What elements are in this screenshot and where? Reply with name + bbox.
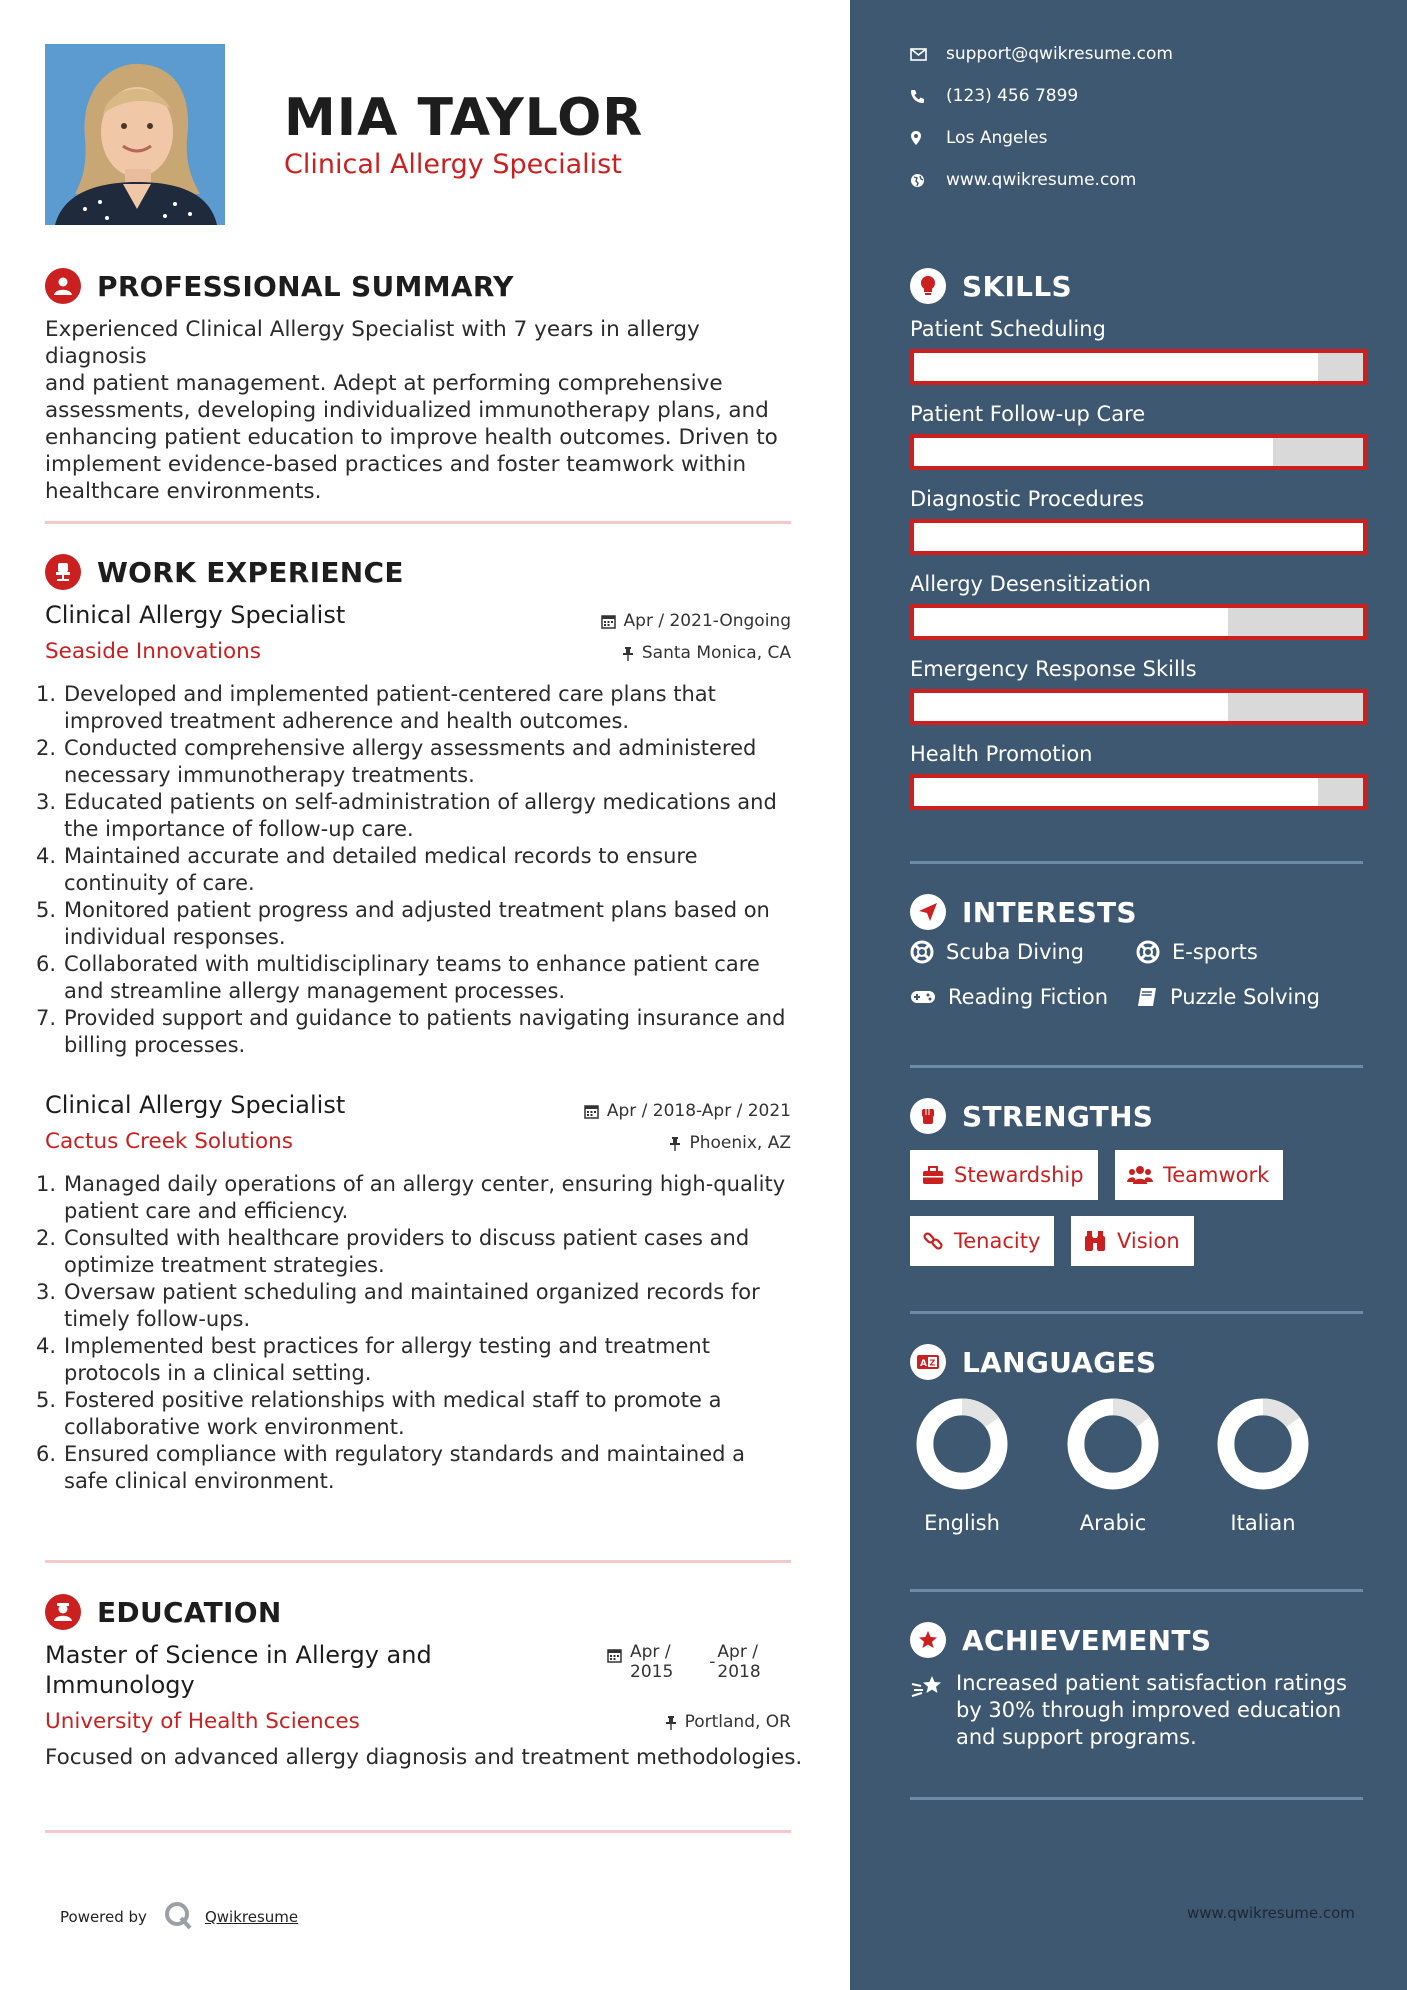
item-line: patient care and efficiency. — [64, 1199, 349, 1223]
item-text — [64, 1387, 721, 1441]
achievements-heading: ACHIEVEMENTS — [962, 1623, 1212, 1657]
list-item — [36, 1171, 796, 1225]
item-line: and streamline allergy management processes. — [64, 979, 566, 1003]
item-line: safe clinical environment. — [64, 1469, 335, 1493]
phone-icon — [910, 89, 936, 104]
section-divider — [45, 1560, 791, 1563]
location-text: Los Angeles — [946, 128, 1048, 148]
interests-heading: INTERESTS — [962, 895, 1137, 929]
achievement-text — [956, 1670, 1366, 1751]
summary-text — [45, 316, 795, 505]
education-description: Focused on advanced allergy diagnosis and treatment methodologies. — [45, 1745, 803, 1770]
svg-text:Z: Z — [929, 1358, 936, 1368]
languages-header — [910, 1344, 1156, 1380]
degree-line: Immunology — [45, 1671, 195, 1699]
item-line: timely follow-ups. — [64, 1307, 251, 1331]
binoculars-icon — [1083, 1230, 1107, 1252]
item-line: Educated patients on self-administration of allergy medications and — [64, 790, 777, 814]
achievements-header — [910, 1622, 1211, 1658]
item-number: 3. — [36, 790, 57, 814]
interest-item — [1136, 985, 1320, 1009]
skill-bar — [910, 519, 1367, 555]
degree-title — [45, 1640, 432, 1700]
job-title: Clinical Allergy Specialist — [45, 1091, 346, 1119]
item-number: 1. — [36, 682, 57, 706]
skill-label: Health Promotion — [910, 742, 1093, 766]
interest-label: Scuba Diving — [946, 940, 1084, 964]
link-icon — [922, 1230, 944, 1252]
email-text: support@qwikresume.com — [946, 44, 1173, 64]
summary-header — [45, 268, 514, 304]
summary-line: healthcare environments. — [45, 479, 322, 504]
item-text — [64, 897, 770, 951]
summary-line: Experienced Clinical Allergy Specialist with 7 years in allergy diagnosis — [45, 317, 700, 369]
item-number: 2. — [36, 1226, 57, 1250]
translate-icon — [910, 1344, 946, 1380]
item-number: 6. — [36, 952, 57, 976]
item-number: 3. — [36, 1280, 57, 1304]
item-line: billing processes. — [64, 1033, 246, 1057]
item-line: collaborative work environment. — [64, 1415, 405, 1439]
list-item — [36, 1387, 796, 1441]
skill-bar — [910, 774, 1367, 810]
company-name: Cactus Creek Solutions — [45, 1129, 294, 1154]
qwikresume-logo-icon — [163, 1900, 193, 1934]
item-text — [64, 1225, 749, 1279]
strength-chip — [1071, 1216, 1194, 1266]
summary-line: implement evidence-based practices and foster teamwork within — [45, 452, 747, 477]
list-item — [36, 951, 796, 1005]
achievement-line: by 30% through improved education — [956, 1698, 1342, 1722]
user-icon — [45, 268, 81, 304]
section-divider — [910, 1065, 1363, 1068]
item-number: 5. — [36, 898, 57, 922]
globe-icon — [910, 173, 936, 188]
date-part: 2015 — [630, 1662, 674, 1682]
item-text — [64, 1441, 745, 1495]
date-part: Apr / — [717, 1642, 758, 1662]
item-text — [64, 1005, 785, 1059]
list-item — [36, 1225, 796, 1279]
item-number: 1. — [36, 1172, 57, 1196]
footer-website[interactable]: www.qwikresume.com — [1187, 1904, 1355, 1922]
calendar-icon — [607, 1648, 622, 1682]
skill-label: Allergy Desensitization — [910, 572, 1151, 596]
company-name: Seaside Innovations — [45, 639, 261, 664]
interest-item — [910, 940, 1084, 964]
work-header — [45, 554, 404, 590]
svg-text:A: A — [920, 1359, 927, 1369]
strength-label: Vision — [1117, 1229, 1180, 1253]
section-divider — [45, 1830, 791, 1833]
degree-line: Master of Science in Allergy and — [45, 1641, 432, 1669]
education-location-text: Portland, OR — [684, 1712, 791, 1732]
item-line: Conducted comprehensive allergy assessments and administered — [64, 736, 757, 760]
skill-label: Patient Scheduling — [910, 317, 1106, 341]
job-location-text: Phoenix, AZ — [689, 1133, 791, 1153]
interest-label: Puzzle Solving — [1170, 985, 1320, 1009]
job-date — [584, 1100, 791, 1122]
envelope-icon — [910, 48, 936, 61]
contact-location — [910, 128, 1048, 148]
strength-chip — [1115, 1150, 1283, 1200]
interests-header — [910, 894, 1137, 930]
list-item — [36, 789, 796, 843]
pin-icon — [622, 646, 634, 661]
education-heading: EDUCATION — [97, 1595, 282, 1629]
chair-icon — [45, 554, 81, 590]
achievement-line: Increased patient satisfaction ratings — [956, 1671, 1347, 1695]
website-text: www.qwikresume.com — [946, 170, 1137, 190]
list-item — [36, 843, 796, 897]
fist-icon — [910, 1098, 946, 1134]
job-bullets — [36, 681, 796, 1059]
job-location — [669, 1132, 791, 1154]
item-line: optimize treatment strategies. — [64, 1253, 385, 1277]
interest-item — [1136, 940, 1258, 964]
item-line: Oversaw patient scheduling and maintained organized records for — [64, 1280, 760, 1304]
language-label: Italian — [1230, 1511, 1296, 1535]
item-text — [64, 1333, 710, 1387]
item-number: 4. — [36, 844, 57, 868]
section-divider — [910, 1797, 1363, 1800]
item-line: Ensured compliance with regulatory standards and maintained a — [64, 1442, 746, 1466]
strength-label: Tenacity — [954, 1229, 1041, 1253]
qwikresume-link[interactable]: Qwikresume — [204, 1908, 299, 1926]
sidebar — [850, 0, 1407, 1990]
section-divider — [45, 521, 791, 524]
date-separator: - — [709, 1652, 716, 1672]
item-line: Fostered positive relationships with medical staff to promote a — [64, 1388, 722, 1412]
education-header — [45, 1594, 282, 1630]
paper-plane-icon — [910, 894, 946, 930]
languages-heading: LANGUAGES — [962, 1345, 1157, 1379]
donut-inner-ring — [1235, 1416, 1291, 1472]
item-line: improved treatment adherence and health outcomes. — [64, 709, 630, 733]
map-pin-icon — [910, 130, 936, 146]
contact-email[interactable] — [910, 44, 1173, 64]
job-title: Clinical Allergy Specialist — [45, 601, 346, 629]
item-text — [64, 735, 756, 789]
item-number: 2. — [36, 736, 57, 760]
pin-icon — [669, 1136, 681, 1151]
list-item — [36, 1279, 796, 1333]
work-heading: WORK EXPERIENCE — [97, 555, 404, 589]
strength-label: Stewardship — [954, 1163, 1084, 1187]
donut-inner-ring — [1085, 1416, 1141, 1472]
list-item — [36, 897, 796, 951]
item-line: Maintained accurate and detailed medical records to ensure — [64, 844, 698, 868]
item-line: Provided support and guidance to patients navigating insurance and — [64, 1006, 786, 1030]
skills-heading: SKILLS — [962, 269, 1072, 303]
summary-line: assessments, developing individualized immunotherapy plans, and — [45, 398, 769, 423]
education-date — [607, 1642, 761, 1682]
school-name: University of Health Sciences — [45, 1709, 360, 1734]
item-text — [64, 681, 716, 735]
skills-header — [910, 268, 1072, 304]
item-line: Consulted with healthcare providers to discuss patient cases and — [64, 1226, 750, 1250]
list-item — [36, 735, 796, 789]
date-part: Apr / — [630, 1642, 671, 1662]
item-number: 5. — [36, 1388, 57, 1412]
education-end — [717, 1642, 760, 1682]
language-label: Arabic — [1079, 1511, 1147, 1535]
job-location-text: Santa Monica, CA — [641, 643, 791, 663]
skill-label: Patient Follow-up Care — [910, 402, 1146, 426]
language-donut — [916, 1398, 1008, 1490]
item-number: 4. — [36, 1334, 57, 1358]
list-item — [36, 1441, 796, 1495]
job-location — [622, 642, 791, 664]
item-line: the importance of follow-up care. — [64, 817, 414, 841]
item-line: Monitored patient progress and adjusted treatment plans based on — [64, 898, 770, 922]
skill-fill — [914, 438, 1273, 466]
list-item — [36, 1005, 796, 1059]
item-line: Collaborated with multidisciplinary teams to enhance patient care — [64, 952, 760, 976]
language-donut — [1217, 1398, 1309, 1490]
achievement-line: and support programs. — [956, 1725, 1197, 1749]
phone-text: (123) 456 7899 — [946, 86, 1079, 106]
lightbulb-icon — [910, 268, 946, 304]
skill-bar — [910, 604, 1367, 640]
item-number: 6. — [36, 1442, 57, 1466]
list-item — [36, 1333, 796, 1387]
powered-by — [60, 1900, 298, 1934]
item-line: individual responses. — [64, 925, 286, 949]
skill-fill — [914, 778, 1318, 806]
strengths-heading: STRENGTHS — [962, 1099, 1154, 1133]
job-date — [601, 610, 791, 632]
section-divider — [910, 861, 1363, 864]
pin-icon — [665, 1715, 677, 1730]
item-line: protocols in a clinical setting. — [64, 1361, 372, 1385]
book-icon — [1136, 986, 1158, 1008]
achievement-item — [910, 1670, 1366, 1751]
summary-line: enhancing patient education to improve health outcomes. Driven to — [45, 425, 778, 450]
interest-label: Reading Fiction — [948, 985, 1109, 1009]
interest-label: E-sports — [1172, 940, 1258, 964]
powered-by-label: Powered by — [60, 1908, 147, 1926]
education-location — [665, 1711, 791, 1733]
strength-chip — [910, 1216, 1054, 1266]
calendar-icon — [584, 1104, 599, 1119]
job-date-text: Apr / 2021-Ongoing — [623, 611, 791, 631]
star-badge-icon — [910, 1622, 946, 1658]
item-text — [64, 1171, 785, 1225]
gamepad-icon — [910, 988, 936, 1006]
skill-label: Emergency Response Skills — [910, 657, 1197, 681]
item-text — [64, 1279, 760, 1333]
section-divider — [910, 1311, 1363, 1314]
strengths-header — [910, 1098, 1153, 1134]
donut-inner-ring — [934, 1416, 990, 1472]
candidate-name: MIA TAYLOR — [284, 88, 644, 148]
skill-bar — [910, 689, 1367, 725]
users-icon — [1127, 1165, 1153, 1185]
profile-photo — [45, 44, 225, 225]
skill-bar — [910, 349, 1367, 385]
item-number: 7. — [36, 1006, 57, 1030]
lifebuoy-icon — [1136, 940, 1160, 964]
item-line: Managed daily operations of an allergy center, ensuring high-quality — [64, 1172, 786, 1196]
section-divider — [910, 1589, 1363, 1592]
summary-heading: PROFESSIONAL SUMMARY — [97, 269, 514, 303]
language-donut — [1067, 1398, 1159, 1490]
strength-chip — [910, 1150, 1098, 1200]
date-part: 2018 — [717, 1662, 761, 1682]
interest-item — [910, 985, 1108, 1009]
job-date-text: Apr / 2018-Apr / 2021 — [606, 1101, 791, 1121]
contact-website[interactable] — [910, 170, 1136, 190]
strength-label: Teamwork — [1163, 1163, 1270, 1187]
item-line: Developed and implemented patient-centered care plans that — [64, 682, 716, 706]
contact-phone[interactable] — [910, 86, 1078, 106]
item-line: continuity of care. — [64, 871, 255, 895]
skill-fill — [914, 608, 1228, 636]
graduate-icon — [45, 1594, 81, 1630]
skill-fill — [914, 693, 1228, 721]
item-line: necessary immunotherapy treatments. — [64, 763, 475, 787]
skill-fill — [914, 523, 1363, 551]
item-line: Implemented best practices for allergy testing and treatment — [64, 1334, 710, 1358]
item-text — [64, 843, 698, 897]
skill-fill — [914, 353, 1318, 381]
education-start — [630, 1642, 673, 1682]
lifebuoy-icon — [910, 940, 934, 964]
skill-bar — [910, 434, 1367, 470]
calendar-icon — [601, 614, 616, 629]
language-label: English — [924, 1511, 1000, 1535]
job-bullets — [36, 1171, 796, 1495]
shooting-star-icon — [910, 1674, 944, 1751]
candidate-title: Clinical Allergy Specialist — [284, 149, 622, 180]
item-text — [64, 789, 777, 843]
list-item — [36, 681, 796, 735]
briefcase-icon — [922, 1166, 944, 1185]
item-text — [64, 951, 760, 1005]
summary-line: and patient management. Adept at performing comprehensive — [45, 371, 723, 396]
skill-label: Diagnostic Procedures — [910, 487, 1145, 511]
